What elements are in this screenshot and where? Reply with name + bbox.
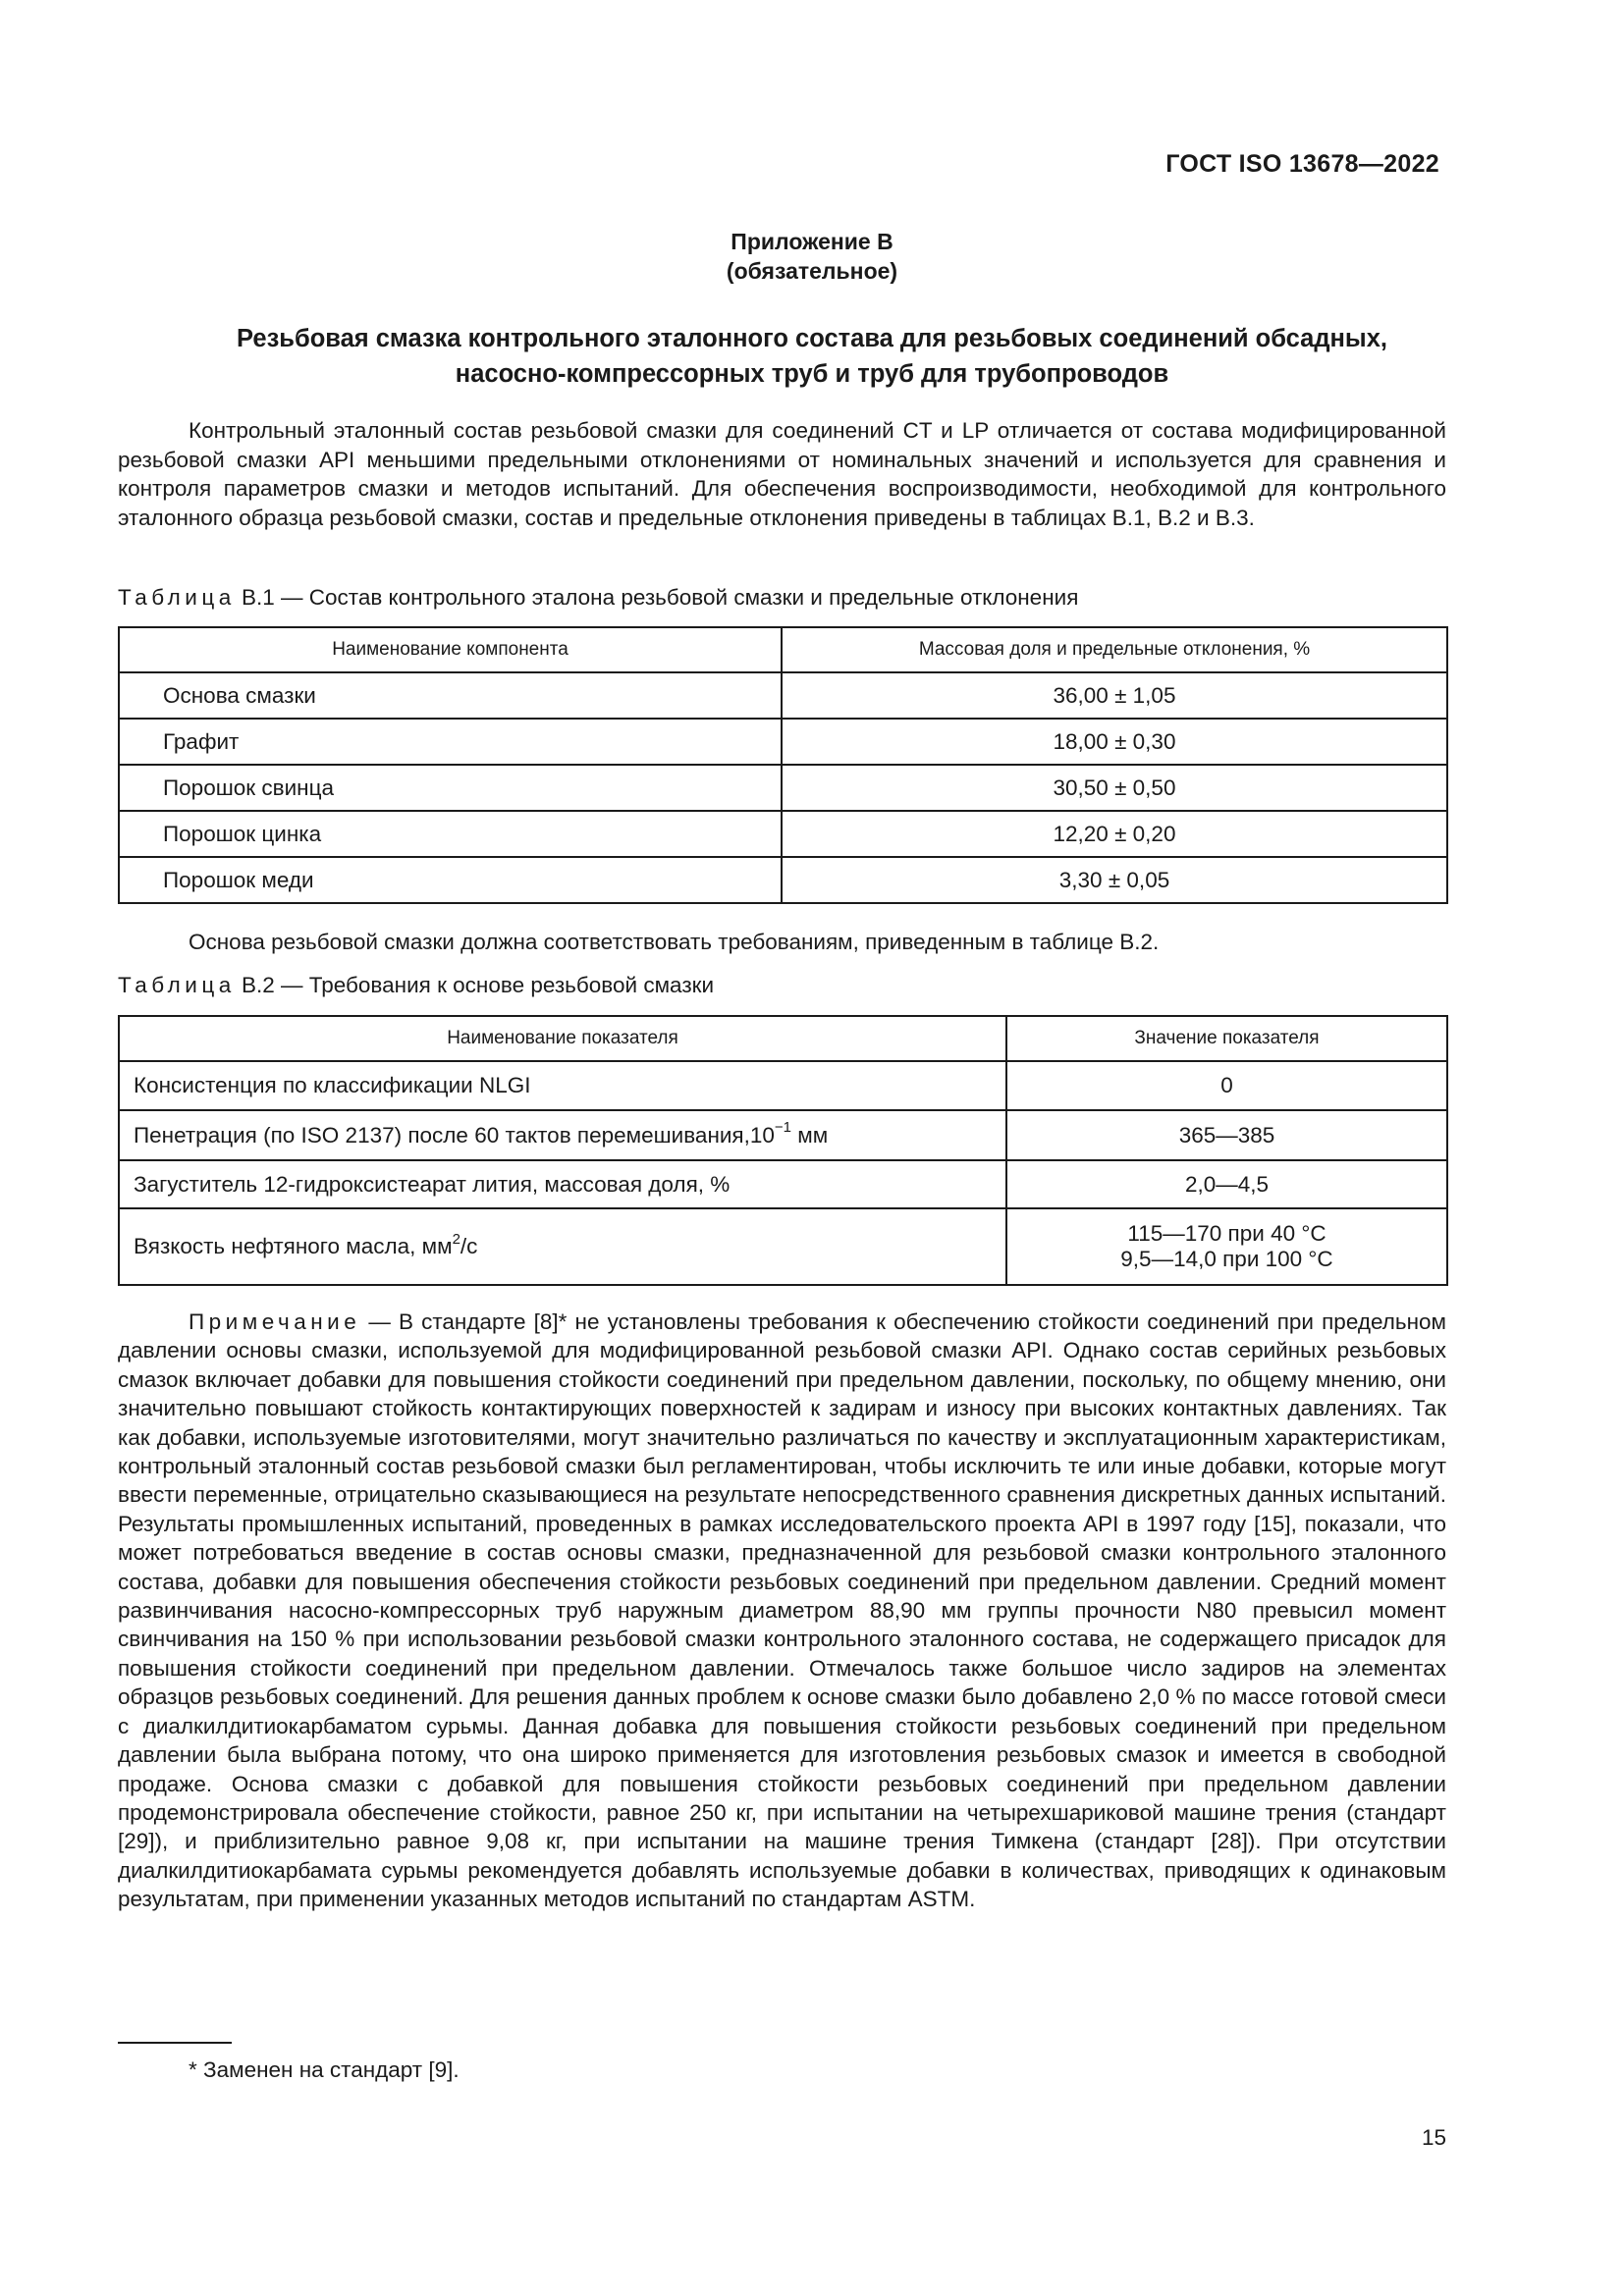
table-row	[119, 1160, 1447, 1208]
annex-heading-line: насосно-компрессорных труб и труб для трубопроводов	[455, 360, 1169, 388]
cell-line: 115—170 при 40 °C	[1127, 1221, 1326, 1246]
cell-line: 9,5—14,0 при 100 °C	[1120, 1247, 1333, 1271]
table-cell: 0	[1006, 1061, 1447, 1110]
table-cell: Порошок меди	[119, 857, 782, 903]
table-cell: 36,00 ± 1,05	[782, 672, 1447, 719]
table-header-row	[119, 627, 1447, 672]
table-row	[119, 719, 1447, 765]
table-cell	[119, 1208, 1006, 1285]
table-row	[119, 1208, 1447, 1285]
table-cell: Порошок свинца	[119, 765, 782, 811]
table-header-row	[119, 1016, 1447, 1061]
table-caption-label: Таблица	[118, 585, 236, 610]
table-cell: Консистенция по классификации NLGI	[119, 1061, 1006, 1110]
intro-paragraph: Контрольный эталонный состав резьбовой смазки для соединений CT и LP отличается от состава модифицированной резьбовой смазки API меньшими предельными отклонениями от номинальных значений и используется для сравнения и контроля параметров смазки и методов испытаний. Для обеспечения воспроизводимости, необходимой для контрольного эталонного образца резьбовой смазки, состав и предельные отклонения приведены в таблицах В.1, В.2 и В.3.	[118, 418, 1446, 531]
table-cell: Порошок цинка	[119, 811, 782, 857]
footnote: * Заменен на стандарт [9].	[189, 2057, 460, 2082]
table-header-cell: Наименование показателя	[119, 1016, 1006, 1061]
table-cell: 2,0—4,5	[1006, 1160, 1447, 1208]
table-row	[119, 672, 1447, 719]
cell-text: Вязкость нефтяного масла, мм	[134, 1234, 453, 1258]
table-cell: Графит	[119, 719, 782, 765]
table-cell	[1006, 1208, 1447, 1285]
footnote-divider	[118, 2042, 232, 2044]
table-row	[119, 765, 1447, 811]
annex-heading	[118, 321, 1506, 392]
table-row	[119, 857, 1447, 903]
note-label: Примечание	[189, 1309, 361, 1334]
cell-text: /с	[460, 1234, 478, 1258]
table-caption-text: В.2 — Требования к основе резьбовой смазки	[242, 973, 715, 997]
table-cell: Загуститель 12-гидроксистеарат лития, массовая доля, %	[119, 1160, 1006, 1208]
table2	[118, 1015, 1448, 1286]
table-cell: 3,30 ± 0,05	[782, 857, 1447, 903]
table-cell: Основа смазки	[119, 672, 782, 719]
cell-text: Пенетрация (по ISO 2137) после 60 тактов перемешивания,10	[134, 1122, 775, 1148]
table-cell: 18,00 ± 0,30	[782, 719, 1447, 765]
annex-status: (обязательное)	[726, 258, 898, 284]
table1	[118, 626, 1448, 904]
table-cell: 12,20 ± 0,20	[782, 811, 1447, 857]
table-row	[119, 1061, 1447, 1110]
table-cell: 30,50 ± 0,50	[782, 765, 1447, 811]
cell-superscript: 2	[452, 1230, 460, 1248]
document-id: ГОСТ ISO 13678—2022	[1165, 150, 1439, 178]
table-row	[119, 811, 1447, 857]
table-reference-paragraph: Основа резьбовой смазки должна соответствовать требованиям, приведенным в таблице В.2.	[189, 930, 1160, 954]
table-header-cell: Массовая доля и предельные отклонения, %	[782, 627, 1447, 672]
note-paragraph	[118, 1308, 1446, 1914]
table1-caption	[118, 585, 1078, 611]
page-number: 15	[1421, 2125, 1446, 2150]
table-row	[119, 1110, 1447, 1160]
table-caption-label: Таблица	[118, 973, 236, 997]
table-cell	[119, 1110, 1006, 1160]
table-header-cell: Значение показателя	[1006, 1016, 1447, 1061]
note-text: — В стандарте [8]* не установлены требования к обеспечению стойкости соединений при предельном давлении основы смазки, используемой для модифицированной резьбовой смазки API. Однако состав серийных резьбовых смазок включает добавки для повышения стойкости соединений при предельном давлении, поскольку, по общему мнению, они значительно повышают стойкость контактирующих поверхностей к задирам и износу при высоких контактных давлениях. Так как добавки, используемые изготовителями, могут значительно различаться по качеству и эксплуатационным характеристикам, контрольный эталонный состав резьбовой смазки был регламентирован, чтобы исключить те или иные добавки, которые могут ввести переменные, отрицательно сказывающиеся на результате непосредственного сравнения дискретных данных испытаний. Результаты промышленных испытаний, проведенных в рамках исследовательского проекта API в 1997 году [15], показали, что может потребоваться введение в состав основы смазки, предназначенной для резьбовой смазки контрольного эталонного состава, добавки для повышения обеспечения стойкости резьбовых соединений при предельном давлении. Средний момент развинчивания насосно-компрессорных труб наружным диаметром 88,90 мм группы прочности N80 превысил момент свинчивания на 150 % при использовании резьбовой смазки контрольного эталонного состава, не содержащего присадок для повышения стойкости соединений при предельном давлении. Отмечалось также большое число задиров на элементах образцов резьбовых соединений. Для решения данных проблем к основе смазки было добавлено 2,0 % по массе готовой смеси с диалкилдитиокарбаматом сурьмы. Данная добавка для повышения стойкости резьбовых соединений при предельном давлении была выбрана потому, что она широко применяется для изготовления резьбовых смазок и имеется в свободной продаже. Основа смазки с добавкой для повышения стойкости резьбовых соединений при предельном давлении продемонстрировала обеспечение стойкости, равное 250 кг, при испытании на четырехшариковой машине трения (стандарт [29]), и приблизительно равное 9,08 кг, при испытании на машине трения Тимкена (стандарт [28]). При отсутствии диалкилдитиокарбамата сурьмы рекомендуется добавлять используемые добавки в количествах, приводящих к одинаковым результатам, при применении указанных методов испытаний по стандартам ASTM.	[118, 1309, 1446, 1912]
annex-heading-line: Резьбовая смазка контрольного эталонного состава для резьбовых соединений обсадных,	[237, 325, 1387, 352]
table-caption-text: В.1 — Состав контрольного эталона резьбовой смазки и предельные отклонения	[242, 585, 1079, 610]
table-header-cell: Наименование компонента	[119, 627, 782, 672]
table-cell: 365—385	[1006, 1110, 1447, 1160]
table2-caption	[118, 973, 714, 998]
cell-text: мм	[791, 1122, 829, 1148]
cell-superscript: −1	[774, 1119, 792, 1136]
annex-title: Приложение В	[731, 229, 893, 254]
